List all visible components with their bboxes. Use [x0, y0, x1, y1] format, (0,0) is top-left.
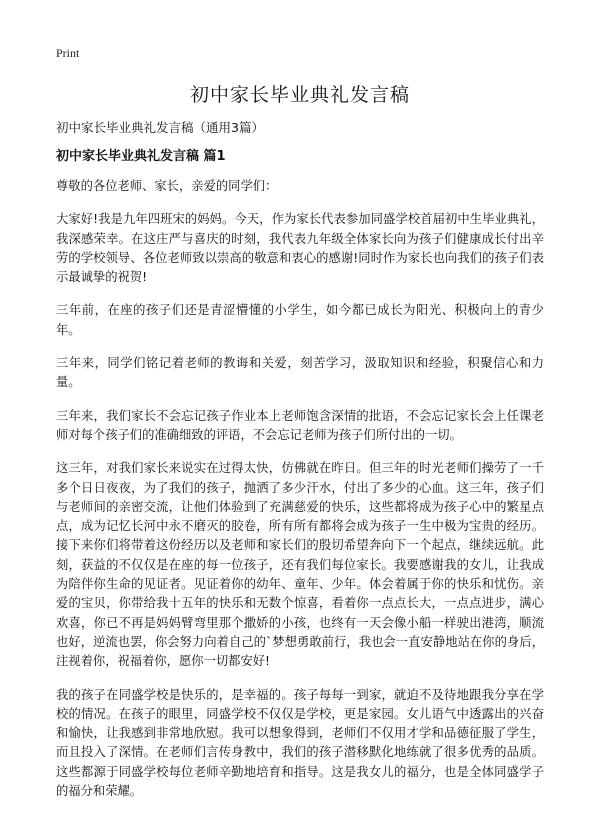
document-body	[56, 118, 544, 815]
paragraph: 三年来，同学们铭记着老师的教诲和关爱，刻苦学习，汲取知识和经验，积聚信心和力量。	[56, 356, 544, 390]
document-subtitle: 初中家长毕业典礼发言稿（通用3篇）	[56, 120, 264, 135]
paragraph-salutation: 尊敬的各位老师、家长，亲爱的同学们：	[56, 179, 278, 193]
paragraph: 我的孩子在同盛学校是快乐的，是幸福的。孩子每每一到家，就迫不及待地跟我分享在学校的情况。在孩子的眼里，同盛学校不仅仅是学校，更是家园。女儿语气中透露出的兴奋和愉快，让我感到非常地欣慰。我可以想象得到，老师们不仅用才学和品德征服了学生，而且投入了深情。在老师们言传身教中，我们的孩子潜移默化地练就了很多优秀的品质。这些都源于同盛学校每位老师辛勤地培育和指导。这是我女儿的福分，也是全体同盛学子的福分和荣耀。	[56, 687, 544, 799]
paragraph: 这三年，对我们家长来说实在过得太快，仿佛就在昨日。但三年的时光老师们操劳了一千多个日日夜夜，为了我们的孩子，抛洒了多少汗水，付出了多少的心血。这三年，孩子们与老师间的亲密交流，让他们体验到了充满慈爱的快乐，这些都将成为孩子心中的繁星点点，成为记忆长河中永不磨灭的胶卷，所有所有都将会成为孩子一生中极为宝贵的经历。接下来你们将带着这份经历以及老师和家长们的殷切希望奔向下一个起点，继续远航。此刻，获益的不仅仅是在座的每一位孩子，还有我们每位家长。我要感谢我的女儿，让我成为陪伴你生命的见证者。见证着你的幼年、童年、少年。体会着属于你的快乐和忧伤。亲爱的宝贝，你带给我十五年的快乐和无数个惊喜，看着你一点点长大，一点点进步，满心欢喜，你已不再是妈妈臂弯里那个撒娇的小孩，也终有一天会像小船一样驶出港湾，顺流也好，逆流也罢，你会努力向着自己的`梦想勇敢前行，我也会一直安静地站在你的身后，注视着你，祝福着你，愿你一切都安好!	[56, 461, 544, 669]
print-link[interactable]: Print	[56, 46, 80, 60]
paragraph: 大家好!我是九年四班宋的妈妈。今天，作为家长代表参加同盛学校首届初中生毕业典礼，我深感荣幸。在这庄严与喜庆的时刻，我代表九年级全体家长向为孩子们健康成长付出辛劳的学校领导、各位老师致以崇高的敬意和衷心的感谢!同时作为家长也向我们的孩子们表示最诚挚的祝贺!	[56, 212, 544, 285]
paragraph: 三年前，在座的孩子们还是青涩懵懂的小学生，如今都已成长为阳光、积极向上的青少年。	[56, 303, 544, 337]
document-title: 初中家长毕业典礼发言稿	[189, 84, 410, 106]
paragraph: 三年来，我们家长不会忘记孩子作业本上老师饱含深情的批语，不会忘记家长会上任课老师对每个孩子们的准确细致的评语，不会忘记老师为孩子们所付出的一切。	[56, 408, 544, 442]
section-title: 初中家长毕业典礼发言稿 篇1	[56, 149, 226, 164]
